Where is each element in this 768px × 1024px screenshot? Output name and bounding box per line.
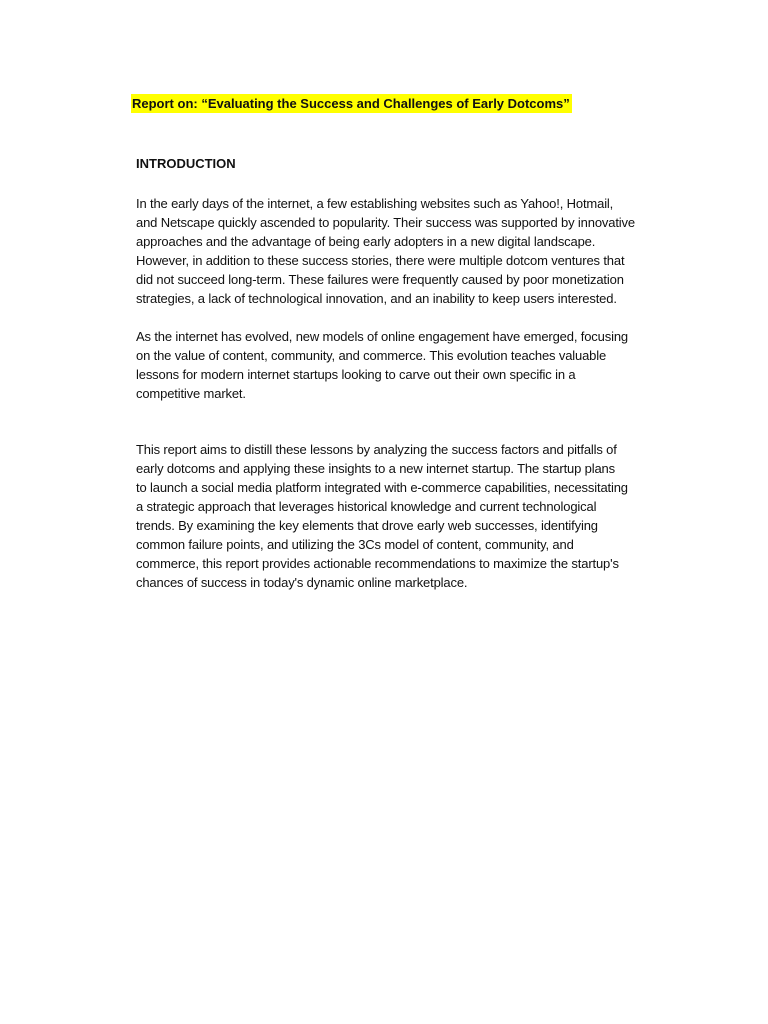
paragraph-line: chances of success in today's dynamic online marketplace. xyxy=(136,575,468,590)
paragraph-line: lessons for modern internet startups looking to carve out their own specific in a xyxy=(136,367,576,382)
paragraph-line: strategies, a lack of technological innovation, and an inability to keep users interested. xyxy=(136,291,617,306)
paragraph-line: commerce, this report provides actionable recommendations to maximize the startup's xyxy=(136,556,619,571)
section-heading-introduction: INTRODUCTION xyxy=(136,156,236,171)
paragraph-line: As the internet has evolved, new models of online engagement have emerged, focusing xyxy=(136,329,628,344)
paragraph-line: common failure points, and utilizing the 3Cs model of content, community, and xyxy=(136,537,574,552)
paragraph-report-aims xyxy=(136,440,696,592)
paragraph-line: did not succeed long-term. These failures were frequently caused by poor monetization xyxy=(136,272,624,287)
paragraph-line: trends. By examining the key elements that drove early web successes, identifying xyxy=(136,518,598,533)
paragraph-line: competitive market. xyxy=(136,386,246,401)
paragraph-line: early dotcoms and applying these insights to a new internet startup. The startup plans xyxy=(136,461,615,476)
paragraph-evolution xyxy=(136,327,696,403)
paragraph-line: In the early days of the internet, a few establishing websites such as Yahoo!, Hotmail, xyxy=(136,196,614,211)
paragraph-intro xyxy=(136,194,696,308)
paragraph-line: to launch a social media platform integrated with e-commerce capabilities, necessitating xyxy=(136,480,628,495)
paragraph-line: However, in addition to these success stories, there were multiple dotcom ventures that xyxy=(136,253,625,268)
paragraph-line: on the value of content, community, and commerce. This evolution teaches valuable xyxy=(136,348,607,363)
report-title: Report on: “Evaluating the Success and Challenges of Early Dotcoms” xyxy=(132,96,570,111)
paragraph-line: approaches and the advantage of being early adopters in a new digital landscape. xyxy=(136,234,596,249)
paragraph-line: a strategic approach that leverages historical knowledge and current technological xyxy=(136,499,597,514)
paragraph-line: This report aims to distill these lessons by analyzing the success factors and pitfalls of xyxy=(136,442,617,457)
paragraph-line: and Netscape quickly ascended to popularity. Their success was supported by innovative xyxy=(136,215,635,230)
